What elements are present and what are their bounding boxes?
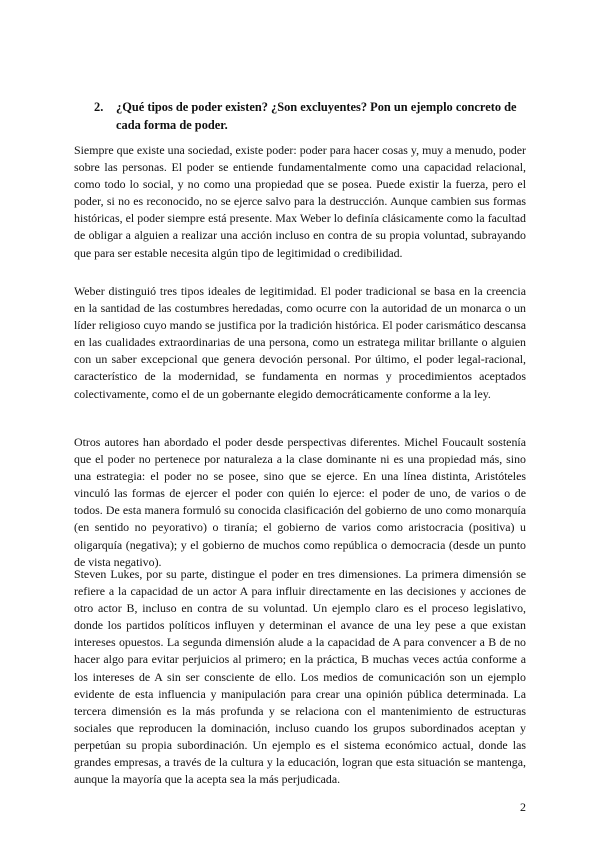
question-heading (94, 98, 534, 134)
paragraph-1: Siempre que existe una sociedad, existe poder: poder para hacer cosas y, muy a menudo, poder sobre las personas. El poder se entiende fundamentalmente como una capacidad relacional, como todo lo social, y no como una propiedad que se posea. Puede existir la fuerza, pero el poder, si no es reconocido, no se ejerce salvo para la destrucción. Aunque cambien sus formas históricas, el poder siempre está presente. Max Weber lo definía clásicamente como la facultad de obligar a alguien a realizar una acción incluso en contra de su propia voluntad, subrayando que para ser estable necesita algún tipo de legitimidad o credibilidad. (74, 143, 526, 260)
paragraph-2: Weber distinguió tres tipos ideales de legitimidad. El poder tradicional se basa en la creencia en la santidad de las costumbres heredadas, como ocurre con la autoridad de un monarca o un líder religioso cuyo mando se justifica por la tradición histórica. El poder carismático descansa en las cualidades extraordinarias de una persona, como un estratega militar brillante o alguien con un saber excepcional que genera devoción personal. Por último, el poder legal-racional, característico de la modernidad, se fundamenta en normas y procedimientos aceptados colectivamente, como el de un gobernante elegido democráticamente conforme a la ley. (74, 284, 526, 401)
question-text: ¿Qué tipos de poder existen? ¿Son excluyentes? Pon un ejemplo concreto de cada forma de poder. (116, 100, 517, 132)
page-number: 2 (520, 800, 526, 814)
paragraph-4: Steven Lukes, por su parte, distingue el poder en tres dimensiones. La primera dimensión se refiere a la capacidad de un actor A para influir directamente en las decisiones y acciones de otro actor B, incluso en contra de su voluntad. Un ejemplo claro es el proceso legislativo, donde los partidos políticos influyen y determinan el avance de una ley pese a que existan intereses opuestos. La segunda dimensión alude a la capacidad de A para convencer a B de no hacer algo para evitar perjuicios al primero; en la práctica, B muchas veces actúa conforme a los intereses de A sin ser consciente de ello. Los medios de comunicación son un ejemplo evidente de esta influencia y manipulación para crear una opinión pública determinada. La tercera dimensión es la más profunda y se relaciona con el mantenimiento de estructuras sociales que reproducen la dominación, incluso cuando los grupos subordinados aceptan y perpetúan su propia subordinación. Un ejemplo es el sistema económico actual, donde las grandes empresas, a través de la cultura y la educación, logran que esta situación se mantenga, aunque la mayoría que la acepta sea la más perjudicada. (74, 567, 526, 787)
paragraph-3: Otros autores han abordado el poder desde perspectivas diferentes. Michel Foucault sostenía que el poder no pertenece por naturaleza a la clase dominante ni es una propiedad más, sino una estrategia: el poder no se posee, sino que se ejerce. En una línea distinta, Aristóteles vinculó las formas de ejercer el poder con quién lo ejerce: el poder de uno, de varios o de todos. De esta manera formuló su conocida clasificación del gobierno de uno como monarquía (en sentido no peyorativo) o tiranía; el gobierno de varios como aristocracia (positiva) u oligarquía (negativa); y el gobierno de muchos como república o democracia (desde un punto de vista negativo). (74, 435, 526, 569)
question-number: 2. (94, 100, 104, 114)
